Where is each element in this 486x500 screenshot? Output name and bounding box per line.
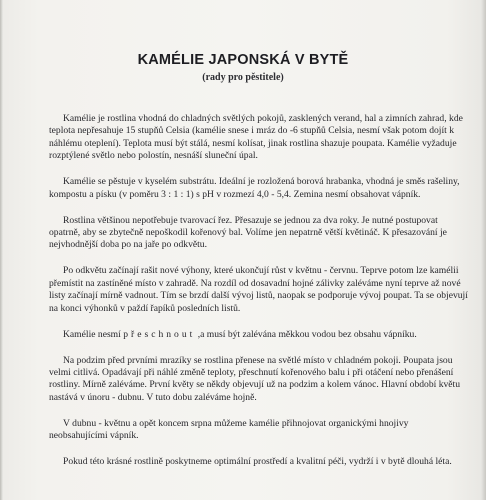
- paragraph-1: Kamélie je rostlina vhodná do chladných světlých pokojů, zasklených verand, hal a zimních zahrad, kde teplota nepřesahuje 15 stupňů Celsia (kamélie snese i mráz do -6 stupňů Celsia, nesmí však potom dojít k náhlému oteplení). Teplota musí být stálá, nesmí kolísat, jinak rostlina shazuje poupata. Kamélie vyžaduje rozptýlené světlo nebo polostín, nesnáší sluneční úpal.: [49, 113, 463, 162]
- paragraph-7: V dubnu - květnu a opět koncem srpna můžeme kamélie přihnojovat organickými hnojivy neobsahujícími vápník.: [49, 417, 409, 442]
- paragraph-5-end: ,a musí být zalévána měkkou vodou bez obsahu vápníku.: [195, 328, 417, 340]
- document-subtitle: (rady pro pěstitele): [202, 72, 284, 83]
- paragraph-3: Rostlina většinou nepotřebuje tvarovací řez. Přesazuje se jednou za dva roky. Je nutné postupovat opatrně, aby se zbytečně nepoškodil kořenový bal. Volíme jen nepatrně větší květináč. K přesazování je nejvhodnější doba po na jaře po odkvětu.: [49, 214, 447, 251]
- document-body: [49, 113, 469, 482]
- document-title: KAMÉLIE JAPONSKÁ V BYTĚ: [137, 52, 349, 68]
- paragraph-5-start: Kamélie nesmí: [63, 328, 124, 340]
- paragraph-8: Pokud této krásné rostlině poskytneme optimální prostředí a kvalitní péči, vydrží i v bytě dlouhá léta.: [63, 456, 452, 468]
- paragraph-2: Kamélie se pěstuje v kyselém substrátu. Ideální je rozložená borová hrabanka, vhodná je směs rašeliny, kompostu a písku (v poměru 3 : 1 : 1) s pH v rozmezí 4,0 - 5,4. Zemina nesmí obsahovat vápník.: [49, 176, 460, 200]
- paragraph-6: Na podzim před prvními mrazíky se rostlina přenese na světlé místo v chladném pokoji. Poupata jsou velmi citlivá. Opadávají při náhlé změně teploty, přeschnutí kořenového balu i při otáčení nebo přenášení rostliny. Mírně zaléváme. První květy se někdy objevují už na podzim a kolem vánoc. Hlavní období květu nastává v únoru - dubnu. V tuto dobu zaléváme hojně.: [49, 354, 461, 403]
- paragraph-4: Po odkvětu začínají rašit nové výhony, které ukončují růst v květnu - červnu. Teprve potom lze kamélii přemístit na zastíněné místo v zahradě. Na rozdíl od dosavadní hojné zálivky zaléváme nyní teprve až nové listy začínají mírně vadnout. Tím se brzdí další vývoj listů, naopak se podporuje vývoj poupat. Ta se objevují na konci výhonků v paždí řapíků posledních listů.: [49, 265, 468, 314]
- paragraph-5: [49, 329, 469, 341]
- emphasized-word: přeschnout: [123, 328, 196, 340]
